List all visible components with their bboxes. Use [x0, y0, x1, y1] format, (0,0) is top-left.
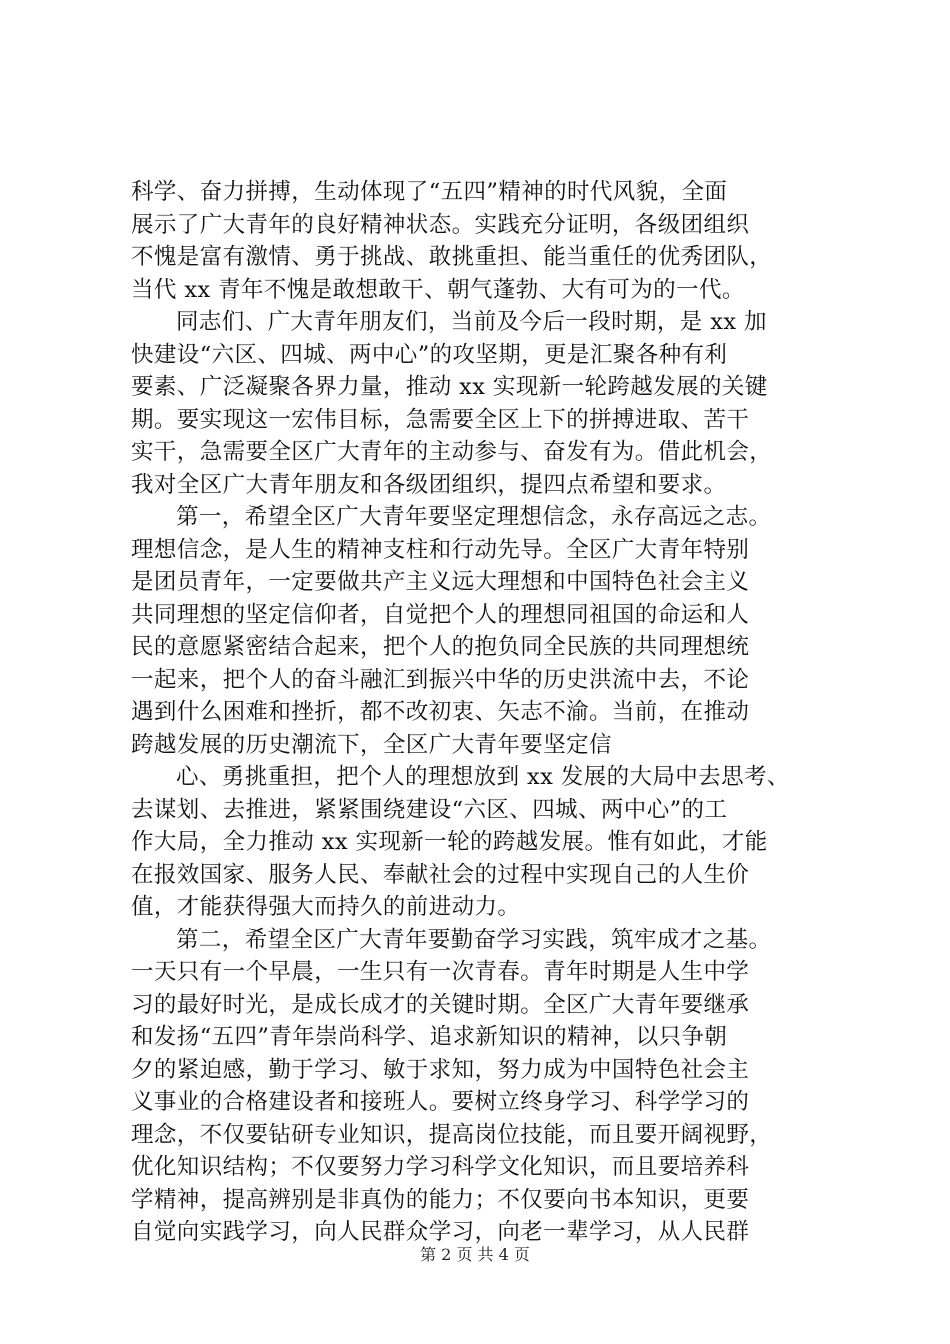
text-line: 自觉向实践学习，向人民群众学习，向老一辈学习，从人民群 — [131, 1219, 750, 1245]
text-line: 在报效国家、服务人民、奉献社会的过程中实现自己的人生价 — [131, 861, 750, 888]
text-line: 理念，不仅要钻研专业知识，提高岗位技能，而且要开阔视野， — [131, 1121, 773, 1148]
text-line: 值，才能获得强大而持久的前进动力。 — [131, 894, 521, 920]
text-line: 我对全区广大青年朋友和各级团组织，提四点希望和要求。 — [131, 471, 727, 498]
text-line: 去谋划、去推进，紧紧围绕建设“六区、四城、两中心”的工 — [131, 796, 728, 823]
text-line: 一起来，把个人的奋斗融汇到振兴中华的历史洪流中去，不论 — [131, 666, 750, 693]
text-line: 遇到什么困难和挫折，都不改初衷、矢志不渝。当前，在推动 — [131, 699, 750, 725]
document-body — [131, 176, 831, 1249]
text-line: 第一，希望全区广大青年要坚定理想信念，永存高远之志。 — [176, 504, 772, 530]
page-footer: 第 2 页 共 4 页 — [420, 1245, 530, 1264]
text-line: 一天只有一个早晨，一生只有一次青春。青年时期是人生中学 — [131, 959, 750, 985]
text-line: 不愧是富有激情、勇于挑战、敢挑重担、能当重任的优秀团队， — [131, 244, 773, 270]
text-line: 期。要实现这一宏伟目标，急需要全区上下的拼搏进取、苦干 — [131, 406, 750, 433]
text-line: 心、勇挑重担，把个人的理想放到 xx 发展的大局中去思考、 — [176, 764, 790, 790]
text-line: 当代 xx 青年不愧是敢想敢干、朝气蓬勃、大有可为的一代。 — [131, 276, 745, 303]
text-line: 跨越发展的历史潮流下，全区广大青年要坚定信 — [131, 731, 612, 758]
text-line: 同志们、广大青年朋友们，当前及今后一段时期，是 xx 加 — [176, 309, 767, 335]
text-line: 要素、广泛凝聚各界力量，推动 xx 实现新一轮跨越发展的关键 — [131, 374, 768, 400]
text-line: 科学、奋力拼搏，生动体现了“五四”精神的时代风貌，全面 — [131, 179, 728, 205]
text-line: 展示了广大青年的良好精神状态。实践充分证明，各级团组织 — [131, 211, 750, 238]
text-line: 夕的紧迫感，勤于学习、敏于求知，努力成为中国特色社会主 — [131, 1056, 750, 1083]
text-line: 共同理想的坚定信仰者，自觉把个人的理想同祖国的命运和人 — [131, 601, 750, 628]
text-line: 习的最好时光，是成长成才的关键时期。全区广大青年要继承 — [131, 991, 750, 1018]
text-line: 和发扬“五四”青年崇尚科学、追求新知识的精神，以只争朝 — [131, 1024, 728, 1050]
text-line: 民的意愿紧密结合起来，把个人的抱负同全民族的共同理想统 — [131, 634, 750, 660]
text-line: 作大局，全力推动 xx 实现新一轮的跨越发展。惟有如此，才能 — [131, 829, 768, 855]
text-line: 理想信念，是人生的精神支柱和行动先导。全区广大青年特别 — [131, 536, 750, 563]
text-line: 第二，希望全区广大青年要勤奋学习实践，筑牢成才之基。 — [176, 926, 772, 953]
text-line: 快建设“六区、四城、两中心”的攻坚期，更是汇聚各种有利 — [131, 341, 728, 368]
text-line: 是团员青年，一定要做共产主义远大理想和中国特色社会主义 — [131, 569, 750, 595]
text-line: 义事业的合格建设者和接班人。要树立终身学习、科学学习的 — [131, 1089, 750, 1115]
text-line: 学精神，提高辨别是非真伪的能力；不仅要向书本知识，更要 — [131, 1186, 750, 1213]
text-line: 优化知识结构；不仅要努力学习科学文化知识，而且要培养科 — [131, 1154, 750, 1180]
text-line: 实干，急需要全区广大青年的主动参与、奋发有为。借此机会， — [131, 439, 773, 465]
